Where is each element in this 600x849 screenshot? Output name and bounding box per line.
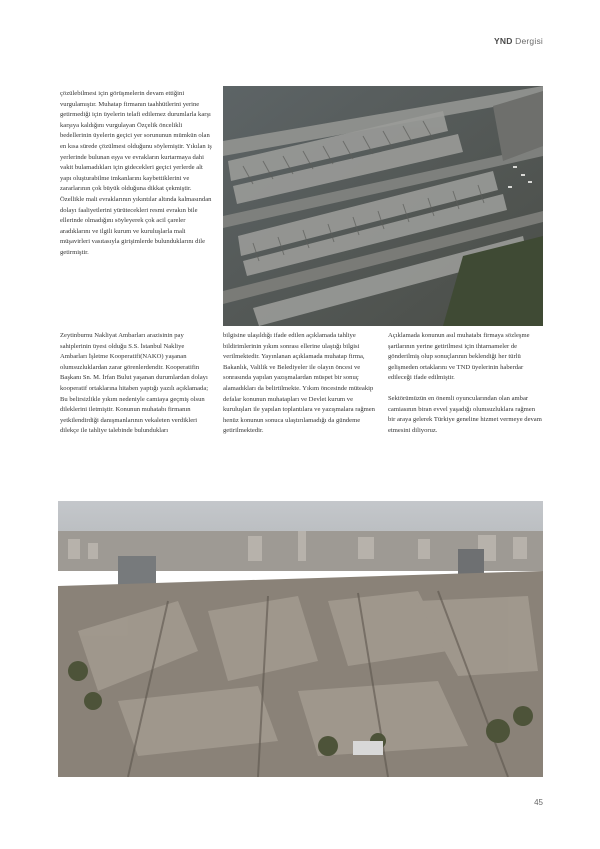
aerial-photo-demolition-site: [58, 501, 543, 777]
aerial-photo-warehouses: [223, 86, 543, 326]
article-column-2: [223, 331, 375, 447]
magazine-brand: YND: [494, 36, 513, 46]
magazine-section: Dergisi: [515, 36, 543, 46]
magazine-header: [494, 36, 543, 46]
article-column-1: [60, 331, 212, 447]
article-paragraph: Açıklamada konunun asıl muhatabı firmaya sözleşme şartlarının yerine getirilmesi için ihtarnameler de gönderilmiş olup sonuçlarının beklendiği her türlü gelişmeden ortaklarını ve TND üyelerinin haberdar edileceği ifade edilmiştir.: [388, 332, 530, 382]
article-column-top-left: [60, 89, 212, 269]
article-column-3: [388, 331, 543, 446]
demolition-illustration: [58, 501, 543, 777]
article-paragraph: çözülebilmesi için görüşmelerin devam ettiğini vurgulamıştır. Muhatap firmanın taahhütlerini yerine getirmediği için üyelerin telafi edilemez durumlarla karşı karşıya kaldığını vurgulayan Özçelik öncelikli bedellerinin üyelerin geçici yer sorununun mümkün olan en kısa sürede çözülmesi olduğunu söylemiştir. Yıkılan iş yerlerinde bulunan eşya ve evrakların kurtarmaya dahi vakit bulamadıkları için gidecekleri geçici yerlerde alt yapı oluşturabilme imkanlarını kaybettiklerini ve zararlarının çok büyük olduğuna dikkat çekmiştir. Özellikle mali evraklarının yıkıntılar altında kalmasından dolayı faaliyetlerini yürütecekleri resmi evrakın bile ellerinde olmadığını söyleyerek çok acil çareler aradıklarını ve ilgili kurum ve kuruluşlarla mali müşavirleri vasıtasıyla girişimlerde bulunduklarını dile getirmiştir.: [60, 90, 212, 256]
warehouses-illustration: [223, 86, 543, 326]
page-number: 45: [534, 798, 543, 807]
article-paragraph: Sektörümüzün en önemli oyuncularından olan ambar camiasının biran evvel yaşadığı olumsuzluklara rağmen bir araya gelerek Türkiye geneline hizmet vermeye devam etmesini diliyoruz.: [388, 394, 542, 434]
article-paragraph: bilgisine ulaşıldığı ifade edilen açıklamada tahliye bildirimlerinin yıkım sonrası ellerine ulaştığı bilgisi verilmektedir. Yayınlanan açıklamada muhatap firma, Bakanlık, Valilik ve Belediyeler ile olayın öncesi ve sonrasında yapılan yazışmalardan müspet bir sonuç alamadıkları da belirtilmekte. Yıkım öncesinde müteakip defalar konunun muhatapları ve Devlet kurum ve kuruluşları ile yapılan toplantılara ve yazışmalara rağmen henüz konunun sonuca ulaştırılamadığı da gündeme getirilmektedir.: [223, 332, 375, 435]
article-paragraph: Zeytinburnu Nakliyat Ambarları arazisinin pay sahiplerinin üyesi olduğu S.S. İstanbul Nakliye Ambarları İşletme Kooperatifi(NAKO) yaşanan olumsuzluklardan zarar görenlerdendir. Kooperatifin Başkanı Sn. M. İrfan Bulut yaşanan durumlardan dolayı kooperatif ortaklarına hitaben yaptığı yazılı açıklamada; Bu belirsizlikle yıkım nedeniyle camiaya geçmiş olsun dileklerini iletmiştir. Konunun muhatabı firmanın yetkilendirdiği danışmanlarının vekaleten verdikleri dilekçe ile tahliye talebinde bulundukları: [60, 332, 209, 435]
